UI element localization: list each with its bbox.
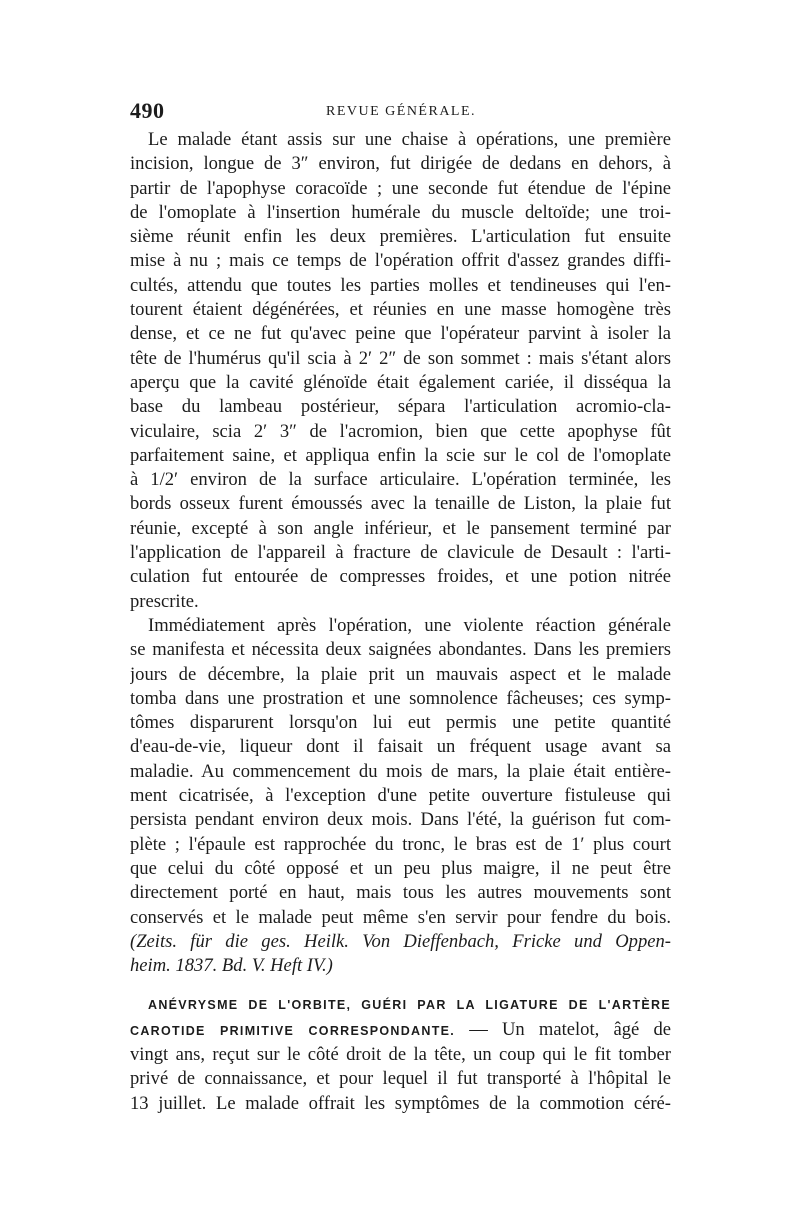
text-line: persista pendant environ deux mois. Dans l'été, la guérison fut com- [130, 809, 671, 831]
text-line: jours de décembre, la plaie prit un mauvais aspect et le malade [130, 663, 671, 685]
page-header [130, 98, 680, 124]
text-line [130, 1018, 671, 1043]
paragraph-operation [130, 128, 671, 614]
page-number: 490 [130, 98, 165, 123]
section-intro-text: — Un matelot, âgé de [455, 1018, 671, 1040]
text-line: culation fut entourée de compresses froides, et une potion nitrée [130, 566, 671, 588]
text-line: base du lambeau postérieur, sépara l'articulation acromio-cla- [130, 396, 671, 418]
section-spacer [130, 978, 671, 992]
text-line: tomba dans une prostration et une somnolence fâcheuses; ces symp- [130, 687, 671, 709]
text-line: conservés et le malade peut même s'en servir pour fendre du bois. [130, 906, 671, 928]
paragraph-aneurysm [130, 992, 671, 1115]
section-title: ANÉVRYSME DE L'ORBITE, GUÉRI PAR LA LIGATURE DE L'ARTÈRE [148, 998, 671, 1013]
body-text [130, 128, 671, 1116]
text-line: aperçu que la cavité glénoïde était également cariée, il disséqua la [130, 371, 671, 393]
text-line: partir de l'apophyse coracoïde ; une seconde fut étendue de l'épine [130, 177, 671, 199]
text-line: Immédiatement après l'opération, une violente réaction générale [148, 614, 671, 636]
text-line: prescrite. [130, 590, 199, 612]
text-line: d'eau-de-vie, liqueur dont il faisait un fréquent usage avant sa [130, 736, 671, 758]
citation-line: heim. 1837. Bd. V. Heft IV.) [130, 955, 333, 977]
text-line: directement porté en haut, mais tous les autres mouvements sont [130, 882, 671, 904]
text-line: viculaire, scia 2′ 3″ de l'acromion, bien que cette apophyse fût [130, 420, 671, 442]
text-line: que celui du côté opposé et un peu plus maigre, il ne peut être [130, 857, 671, 879]
paragraph-recovery [130, 614, 671, 978]
text-line: Le malade étant assis sur une chaise à opérations, une première [148, 129, 671, 150]
text-line: mise à nu ; mais ce temps de l'opération offrit d'assez grandes diffi- [130, 250, 671, 272]
text-line: 13 juillet. Le malade offrait les symptômes de la commotion céré- [130, 1092, 671, 1114]
text-line: tômes disparurent lorsqu'on lui eut permis une petite quantité [130, 712, 671, 734]
text-line: l'application de l'appareil à fracture de clavicule de Desault : l'arti- [130, 542, 671, 564]
text-line: sième réunit enfin les deux premières. L'articulation fut ensuite [130, 226, 671, 248]
text-line: tourent étaient dégénérées, et réunies en une masse homogène très [130, 299, 671, 321]
text-line: maladie. Au commencement du mois de mars, la plaie était entière- [130, 760, 671, 782]
text-line: réunie, excepté à son angle inférieur, et le pansement terminé par [130, 517, 671, 539]
text-line: dense, et ce ne fut qu'avec peine que l'opérateur parvint à isoler la [130, 323, 671, 345]
text-line: bords osseux furent émoussés avec la tenaille de Liston, la plaie fut [130, 493, 671, 515]
text-line: cultés, attendu que toutes les parties molles et tendineuses qui l'en- [130, 274, 671, 296]
running-head: REVUE GÉNÉRALE. [326, 104, 477, 119]
section-heading-line [130, 992, 671, 1017]
section-title-continued: CAROTIDE PRIMITIVE CORRESPONDANTE. [130, 1023, 456, 1038]
text-line: plète ; l'épaule est rapprochée du tronc, le bras est de 1′ plus court [130, 833, 671, 855]
text-line: vingt ans, reçut sur le côté droit de la tête, un coup qui le fit tomber [130, 1043, 671, 1065]
text-line: se manifesta et nécessita deux saignées abondantes. Dans les premiers [130, 639, 671, 661]
text-line: à 1/2′ environ de la surface articulaire. L'opération terminée, les [130, 469, 671, 491]
text-line: privé de connaissance, et pour lequel il fut transporté à l'hôpital le [130, 1068, 671, 1090]
text-line: de l'omoplate à l'insertion humérale du muscle deltoïde; une troi- [130, 201, 671, 223]
text-line: ment cicatrisée, à l'exception d'une petite ouverture fistuleuse qui [130, 785, 671, 807]
text-line: parfaitement saine, et appliqua enfin la scie sur le col de l'omoplate [130, 444, 671, 466]
text-line: incision, longue de 3″ environ, fut dirigée de dedans en dehors, à [130, 153, 671, 175]
citation-line: (Zeits. für die ges. Heilk. Von Dieffenbach, Fricke und Oppen- [130, 930, 671, 952]
text-line: tête de l'humérus qu'il scia à 2′ 2″ de son sommet : mais s'étant alors [130, 347, 671, 369]
